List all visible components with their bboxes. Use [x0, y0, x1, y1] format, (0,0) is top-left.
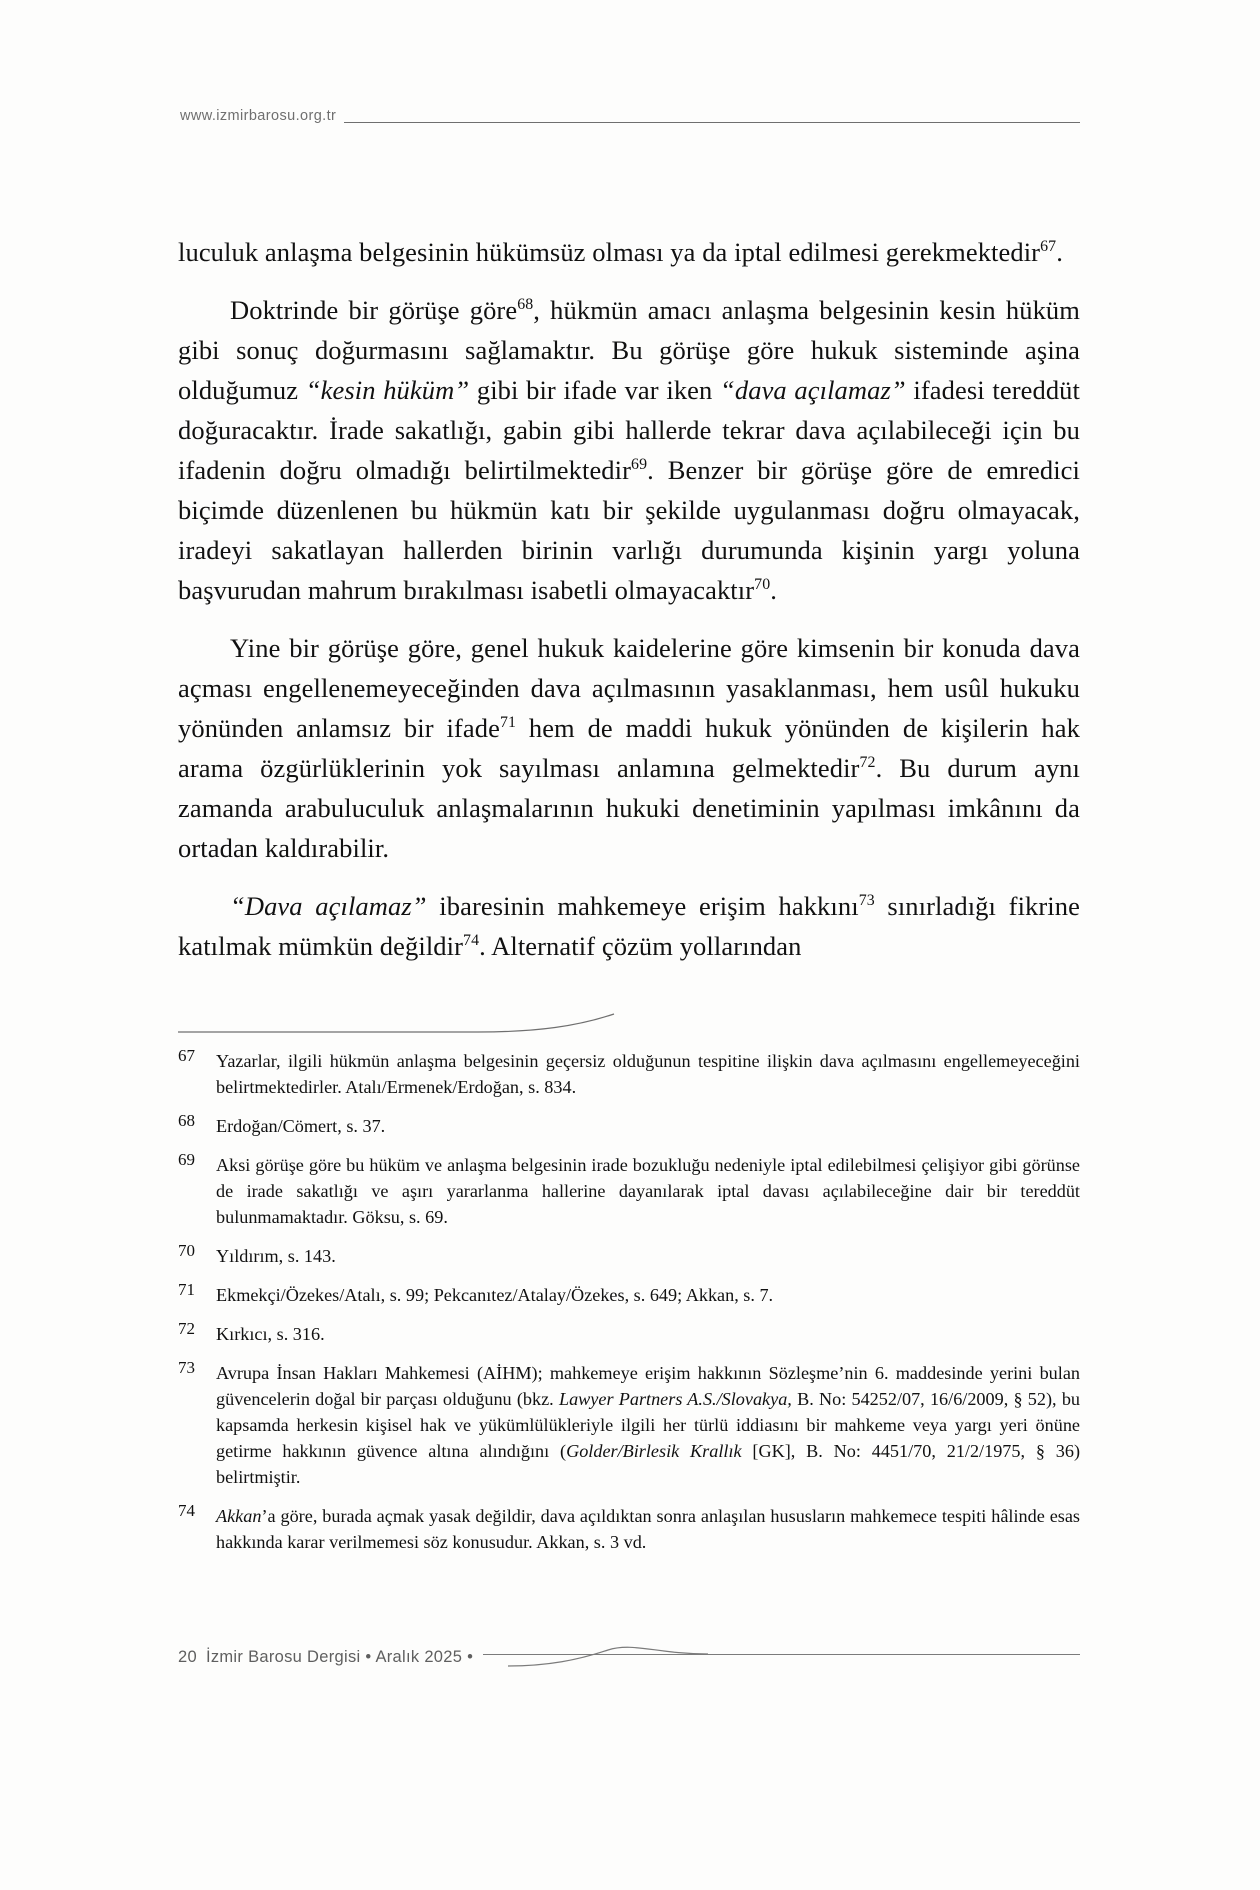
footnote-item	[178, 1113, 1080, 1139]
page-footer	[178, 1648, 1080, 1678]
page-number: 20	[178, 1648, 197, 1666]
header-website-url: www.izmirbarosu.org.tr	[180, 108, 344, 124]
footnote-text: Aksi görüşe göre bu hüküm ve anlaşma belgesinin irade bozukluğu nedeniyle iptal edilebilmesi çelişiyor gibi görünse de irade sakatlığı ve aşırı yararlanma hallerine dayanılarak iptal davası açılabileceğine dair bir tereddüt bulunmamaktadır. Göksu, s. 69.	[216, 1155, 1080, 1227]
paragraph-2: Doktrinde bir görüşe göre$^{68}$, hükmün amacı anlaşma belgesinin kesin hüküm gibi sonuç doğurmasını sağlamaktır. Bu görüşe göre hukuk sisteminde aşina olduğumuz “kesin hüküm” gibi bir ifade var iken “dava açılamaz” ifadesi tereddüt doğuracaktır. İrade sakatlığı, gabin gibi hallerde tekrar dava açılabileceği için bu ifadenin doğru olmadığı belirtilmektedir$^{69}$. Benzer bir görüşe göre de emredici biçimde düzenlenen bu hükmün katı bir şekilde uygulanması doğru olmayacak, iradeyi sakatlayan hallerden birinin varlığı durumunda kişinin yargı yoluna başvurudan mahrum bırakılması isabetli olmayacaktır$^{70}$.	[178, 295, 1080, 605]
footnote-item	[178, 1048, 1080, 1100]
footnote-number: 74	[178, 1501, 195, 1520]
footnote-item	[178, 1282, 1080, 1308]
footnote-text: Yazarlar, ilgili hükmün anlaşma belgesinin geçersiz olduğunun tespitine ilişkin dava açılmasını engellemeyeceğini belirtmektedirler. Atalı/Ermenek/Erdoğan, s. 834.	[216, 1051, 1080, 1097]
footnote-item	[178, 1243, 1080, 1269]
page-header	[180, 108, 1080, 130]
footnote-text: Avrupa İnsan Hakları Mahkemesi (AİHM); mahkemeye erişim hakkının Sözleşme’nin 6. maddesinde yerini bulan güvencelerin doğal bir parçası olduğunu (bkz. Lawyer Partners A.S./Slovakya, B. No: 54252/07, 16/6/2009, § 52), bu kapsamda herkesin kişisel hak ve yükümlülükleriyle ilgili her türlü iddiasını bir mahkeme veya yargı yeri önüne getirme hakkının güvence altına alındığını (Golder/Birlesik Krallık [GK], B. No: 4451/70, 21/2/1975, § 36) belirtmiştir.	[216, 1363, 1081, 1487]
footnote-item	[178, 1503, 1080, 1555]
footer-separator-right: •	[467, 1648, 474, 1666]
paragraph-1: luculuk anlaşma belgesinin hükümsüz olması ya da iptal edilmesi gerekmektedir$^{67}$.	[178, 237, 1063, 267]
footer-swoosh-decoration	[508, 1636, 708, 1670]
footnote-text: Ekmekçi/Özekes/Atalı, s. 99; Pekcanıtez/Atalay/Özekes, s. 649; Akkan, s. 7.	[216, 1285, 774, 1305]
footnote-item	[178, 1360, 1080, 1490]
footnote-number: 73	[178, 1358, 195, 1377]
footnote-item	[178, 1321, 1080, 1347]
footnote-number: 71	[178, 1280, 195, 1299]
footnote-number: 67	[178, 1046, 195, 1065]
paragraph-3: Yine bir görüşe göre, genel hukuk kaidelerine göre kimsenin bir konuda dava açması engellenemeyeceğinden dava açılmasının yasaklanması, hem usûl hukuku yönünden anlamsız bir ifade$^{71}$ hem de maddi hukuk yönünden de kişilerin hak arama özgürlüklerinin yok sayılması anlamına gelmektedir$^{72}$. Bu durum aynı zamanda arabuluculuk anlaşmalarının hukuki denetiminin yapılması imkânını da ortadan kaldırabilir.	[178, 633, 1080, 863]
footnote-number: 70	[178, 1241, 195, 1260]
footnote-text: Yıldırım, s. 143.	[216, 1246, 336, 1266]
footnotes-section	[178, 1048, 1080, 1568]
footer-caption	[178, 1648, 483, 1667]
footnote-text: Erdoğan/Cömert, s. 37.	[216, 1116, 386, 1136]
journal-name: İzmir Barosu Dergisi	[205, 1648, 361, 1666]
footnote-item	[178, 1152, 1080, 1230]
paragraph-4: “Dava açılamaz” ibaresinin mahkemeye erişim hakkını$^{73}$ sınırladığı fikrine katılmak mümkün değildir$^{74}$. Alternatif çözüm yollarından	[178, 891, 1080, 961]
footnote-number: 68	[178, 1111, 195, 1130]
footnote-text: Kırkıcı, s. 316.	[216, 1324, 325, 1344]
footer-separator-left: •	[365, 1648, 372, 1666]
footnote-separator	[178, 1012, 648, 1038]
footnote-number: 69	[178, 1150, 195, 1169]
issue-date: Aralık 2025	[375, 1648, 463, 1666]
footnote-number: 72	[178, 1319, 195, 1338]
body-text-column	[178, 232, 1080, 966]
footnote-text: Akkan’a göre, burada açmak yasak değildir, dava açıldıktan sonra anlaşılan hususların mahkemece tespiti hâlinde esas hakkında karar verilmemesi söz konusudur. Akkan, s. 3 vd.	[216, 1506, 1080, 1552]
